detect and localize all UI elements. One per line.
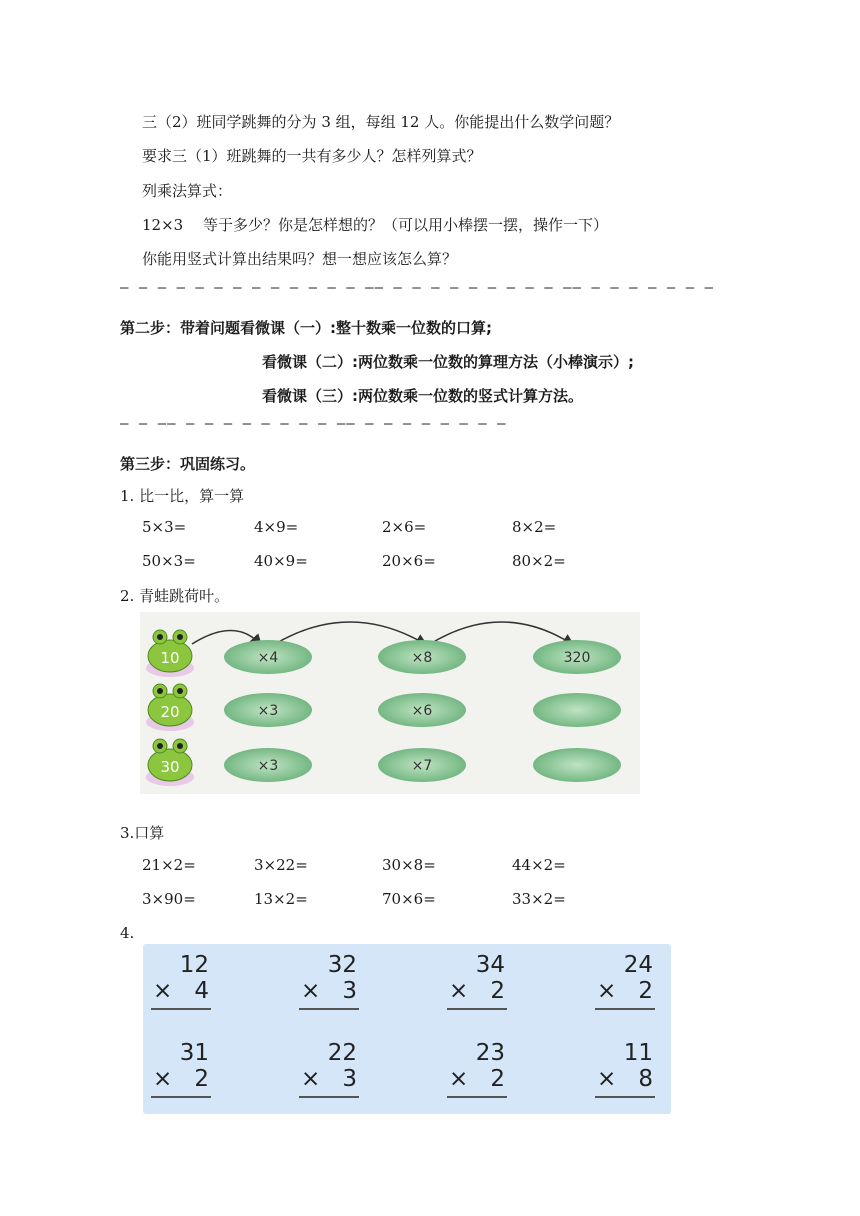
question-text-2: 要求三（1）班跳舞的一共有多少人？怎样列算式？ bbox=[142, 147, 482, 165]
calc-top: 22 bbox=[327, 1040, 357, 1066]
calc-line bbox=[151, 1008, 211, 1010]
q1-item: 40×9= bbox=[254, 552, 308, 570]
lily-pad-icon bbox=[533, 693, 621, 727]
q3-item: 3×22= bbox=[254, 856, 308, 874]
calc-line bbox=[151, 1096, 211, 1098]
calc-top: 31 bbox=[179, 1040, 209, 1066]
q3-row-1 bbox=[142, 856, 702, 878]
vertical-calc bbox=[299, 952, 359, 1010]
vertical-calc bbox=[151, 1040, 211, 1098]
calc-line bbox=[299, 1096, 359, 1098]
frog-number: 10 bbox=[160, 649, 180, 667]
frog-number: 20 bbox=[160, 703, 180, 721]
vertical-calc bbox=[595, 1040, 655, 1098]
frog-lily-pad-figure bbox=[140, 612, 640, 794]
q3-row-2 bbox=[142, 890, 702, 912]
calc-mult: 2 bbox=[490, 1066, 505, 1092]
calc-mult: 2 bbox=[194, 1066, 209, 1092]
calc-top: 23 bbox=[475, 1040, 505, 1066]
calc-top: 34 bbox=[475, 952, 505, 978]
leaf-label: 320 bbox=[563, 650, 591, 666]
vertical-calc bbox=[595, 952, 655, 1010]
jump-arrow-3 bbox=[430, 622, 572, 644]
q3-item: 13×2= bbox=[254, 890, 308, 908]
step2-line-2: 看微课（二）:两位数乘一位数的算理方法（小棒演示）; bbox=[262, 353, 634, 371]
q3-item: 3×90= bbox=[142, 890, 196, 908]
q2-label: 2. 青蛙跳荷叶。 bbox=[120, 587, 230, 605]
leaf-label: ×8 bbox=[411, 650, 433, 666]
step2-line-3: 看微课（三）:两位数乘一位数的竖式计算方法。 bbox=[262, 387, 584, 405]
step3-title: 第三步：巩固练习。 bbox=[120, 455, 256, 473]
calc-op: × bbox=[153, 1066, 173, 1092]
calc-op: × bbox=[153, 978, 173, 1004]
vertical-calculation-panel bbox=[143, 944, 671, 1114]
calc-mult: 3 bbox=[342, 1066, 357, 1092]
vertical-calc bbox=[447, 1040, 507, 1098]
calc-mult: 2 bbox=[638, 978, 653, 1004]
calc-line bbox=[447, 1096, 507, 1098]
q1-item: 2×6= bbox=[382, 518, 427, 536]
calc-op: × bbox=[449, 1066, 469, 1092]
q1-row-1 bbox=[142, 518, 702, 540]
q3-item: 44×2= bbox=[512, 856, 566, 874]
q1-label: 1. 比一比，算一算 bbox=[120, 487, 245, 505]
leaf-label: ×4 bbox=[257, 650, 279, 666]
leaf-label: ×3 bbox=[257, 758, 279, 774]
calc-mult: 3 bbox=[342, 978, 357, 1004]
calc-op: × bbox=[597, 978, 617, 1004]
q3-item: 33×2= bbox=[512, 890, 566, 908]
calc-op: × bbox=[449, 978, 469, 1004]
q3-item: 21×2= bbox=[142, 856, 196, 874]
calc-top: 32 bbox=[327, 952, 357, 978]
q1-item: 8×2= bbox=[512, 518, 557, 536]
q3-label: 3.口算 bbox=[120, 824, 165, 842]
question-text-4: 12×3 等于多少？你是怎样想的？（可以用小棒摆一摆，操作一下） bbox=[142, 216, 608, 234]
calc-line bbox=[595, 1096, 655, 1098]
calc-line bbox=[595, 1008, 655, 1010]
calc-line bbox=[447, 1008, 507, 1010]
calc-op: × bbox=[301, 1066, 321, 1092]
frog-number: 30 bbox=[160, 758, 180, 776]
leaf-label: ×7 bbox=[411, 758, 433, 774]
dashed-divider-2: – – –– – – – – – – – – –– – – – – – – – – bbox=[120, 416, 507, 432]
jump-arrow-2 bbox=[275, 622, 425, 644]
q1-row-2 bbox=[142, 552, 702, 574]
q1-item: 5×3= bbox=[142, 518, 187, 536]
calc-top: 11 bbox=[623, 1040, 653, 1066]
dashed-divider-1: – – – – – – – – – – – – – –– – – – – – – – – – –– – – – – – – – bbox=[120, 280, 715, 296]
vertical-calc bbox=[151, 952, 211, 1010]
q1-item: 4×9= bbox=[254, 518, 299, 536]
vertical-calc bbox=[299, 1040, 359, 1098]
lily-pad-icon bbox=[533, 748, 621, 782]
q1-item: 50×3= bbox=[142, 552, 196, 570]
q3-item: 30×8= bbox=[382, 856, 436, 874]
q1-item: 20×6= bbox=[382, 552, 436, 570]
q1-item: 80×2= bbox=[512, 552, 566, 570]
leaf-label: ×6 bbox=[411, 703, 433, 719]
calc-mult: 4 bbox=[194, 978, 209, 1004]
calc-op: × bbox=[597, 1066, 617, 1092]
calc-top: 12 bbox=[179, 952, 209, 978]
calc-line bbox=[299, 1008, 359, 1010]
calc-mult: 8 bbox=[638, 1066, 653, 1092]
calc-mult: 2 bbox=[490, 978, 505, 1004]
question-text-1: 三（2）班同学跳舞的分为 3 组，每组 12 人。你能提出什么数学问题？ bbox=[142, 113, 620, 131]
q4-label: 4. bbox=[120, 924, 135, 942]
vertical-calc bbox=[447, 952, 507, 1010]
calc-top: 24 bbox=[623, 952, 653, 978]
question-text-3: 列乘法算式： bbox=[142, 182, 233, 200]
step2-title: 第二步：带着问题看微课（一）:整十数乘一位数的口算; bbox=[120, 319, 492, 337]
q3-item: 70×6= bbox=[382, 890, 436, 908]
calc-op: × bbox=[301, 978, 321, 1004]
leaf-label: ×3 bbox=[257, 703, 279, 719]
question-text-5: 你能用竖式计算出结果吗？想一想应该怎么算？ bbox=[142, 250, 458, 268]
